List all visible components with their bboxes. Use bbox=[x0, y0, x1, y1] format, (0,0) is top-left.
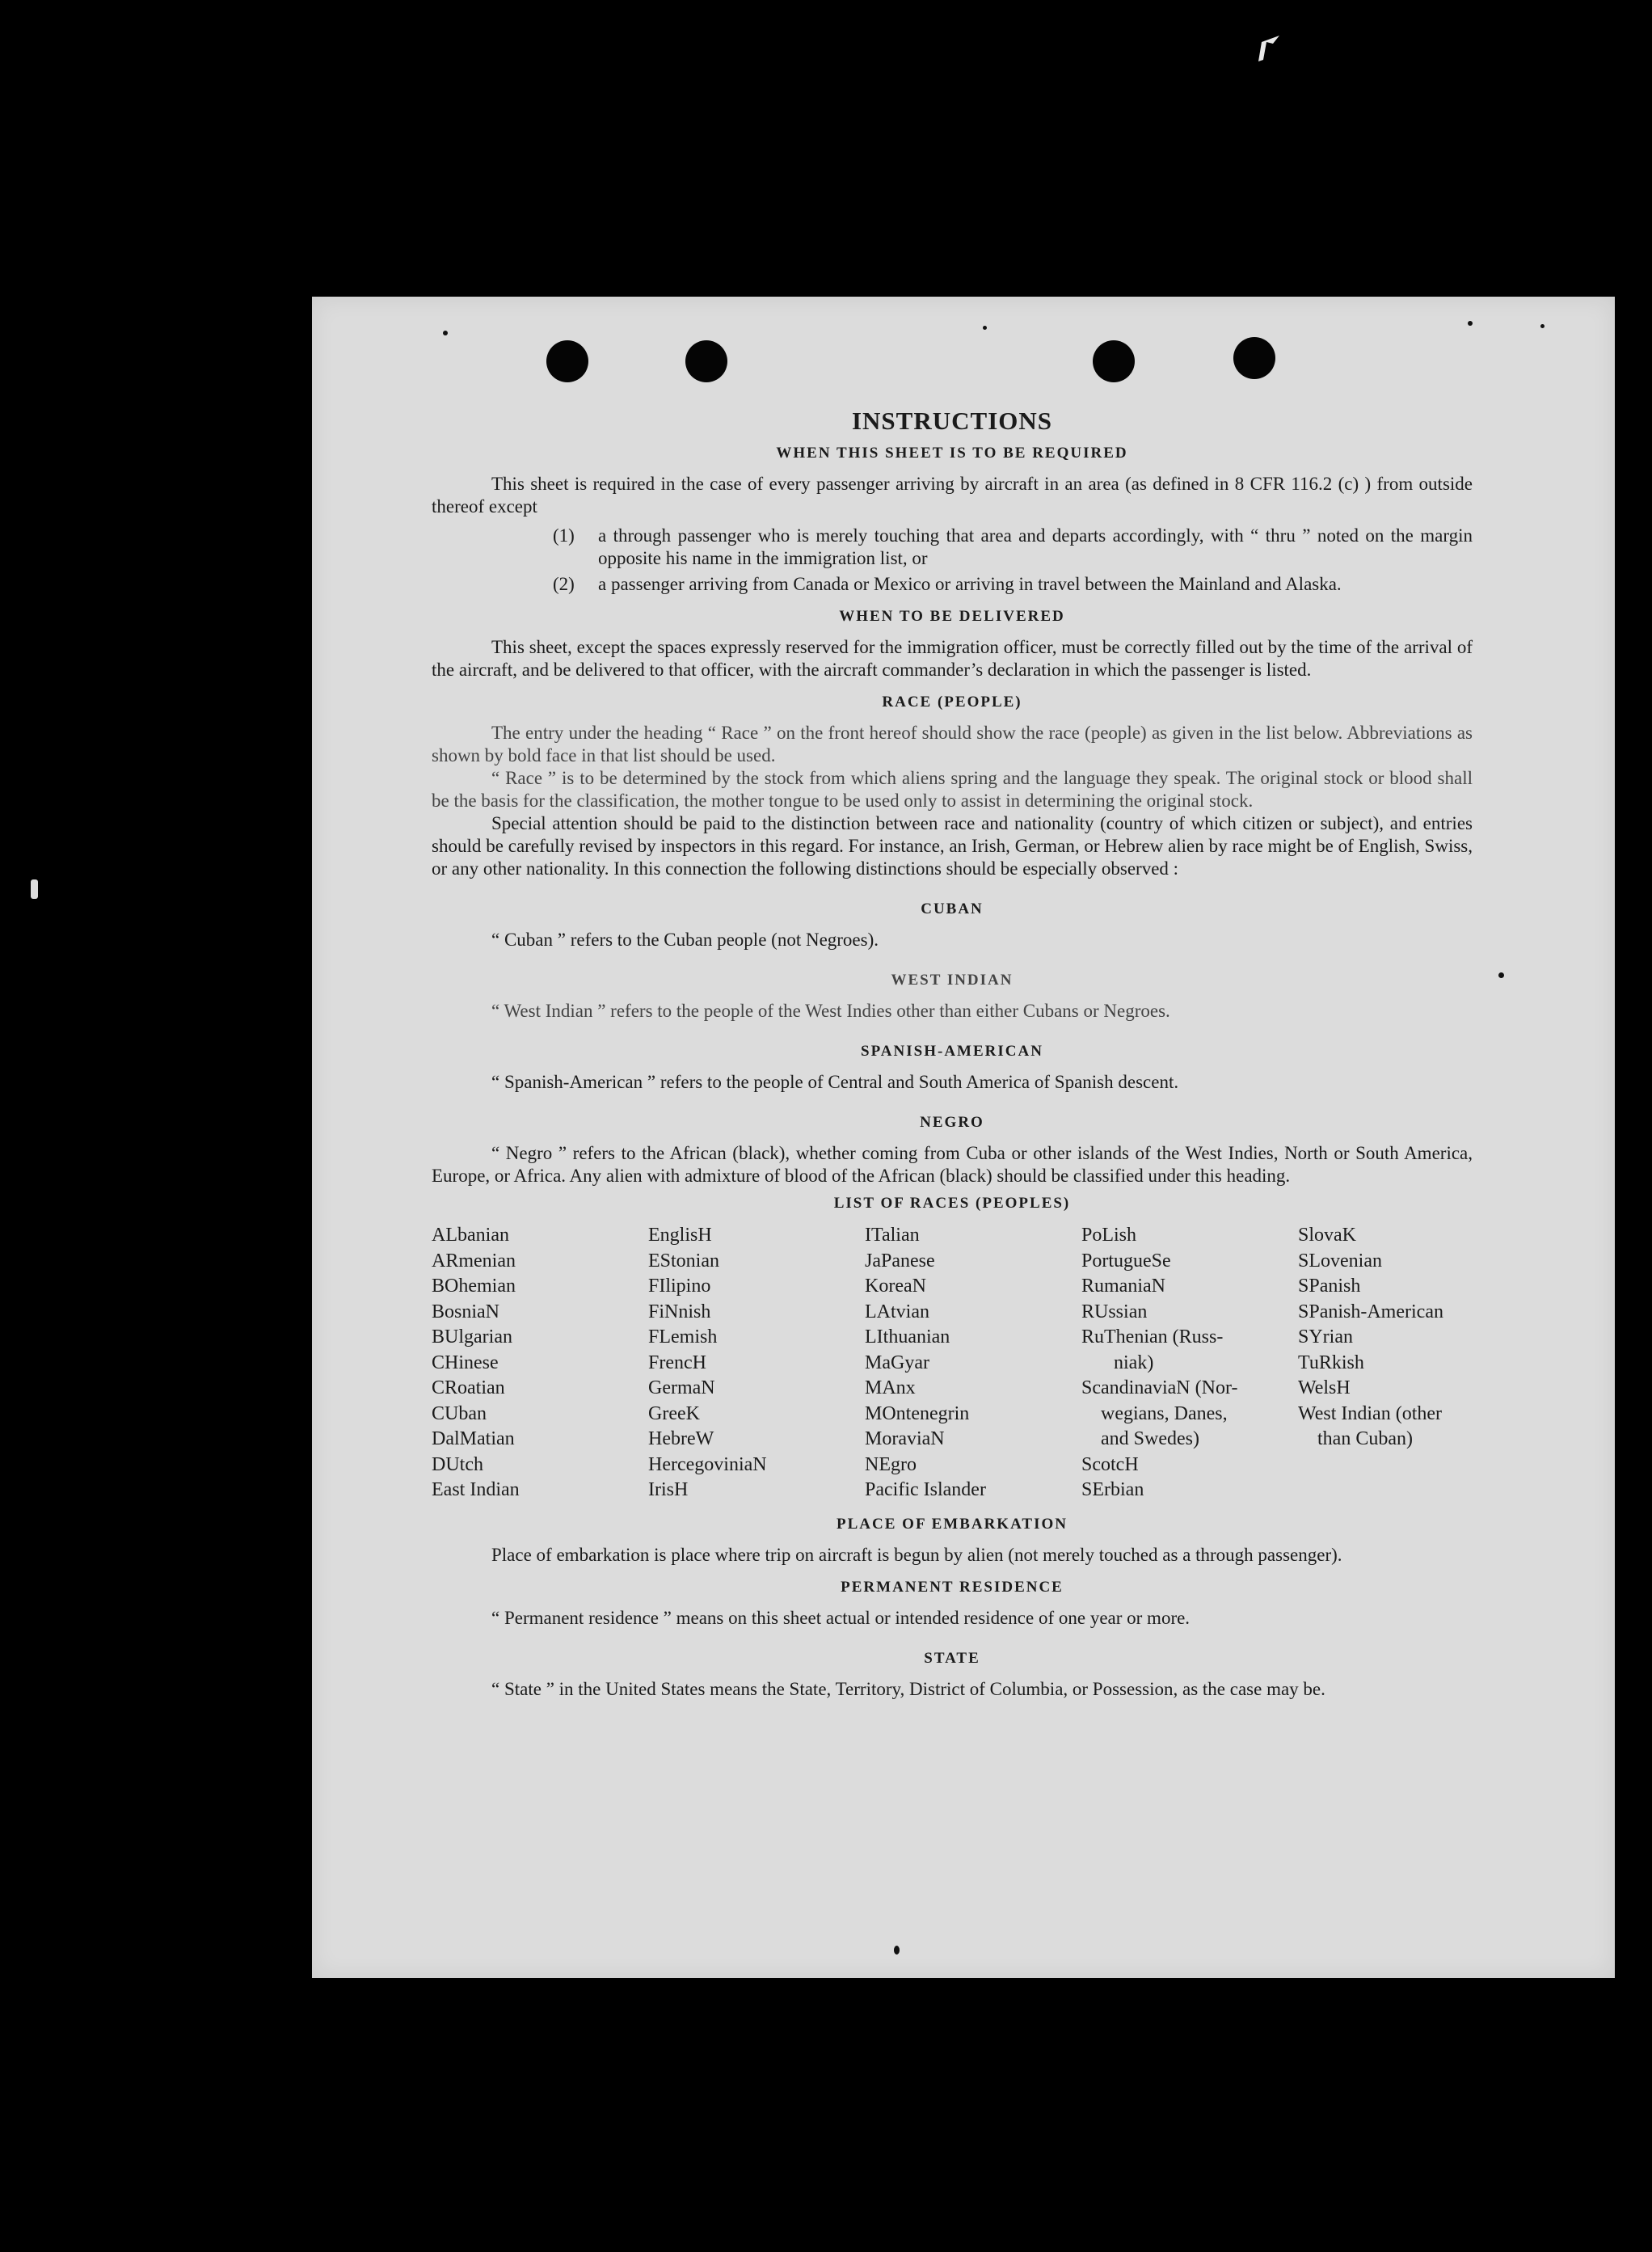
race-entry: GreeK bbox=[648, 1402, 700, 1424]
race-entry: ARmenian bbox=[432, 1250, 516, 1271]
section-heading: RACE (PEOPLE) bbox=[882, 694, 1022, 711]
section-heading: SPANISH-AMERICAN bbox=[861, 1043, 1043, 1060]
races-column bbox=[648, 1223, 865, 1503]
race-entry: SLovenian bbox=[1298, 1250, 1382, 1271]
race-entry: RumaniaN bbox=[1081, 1276, 1165, 1297]
race-entry: JaPanese bbox=[865, 1250, 935, 1271]
race-entry: MOntenegrin bbox=[865, 1402, 970, 1424]
race-entry: SPanish bbox=[1298, 1276, 1361, 1297]
race-entry: EStonian bbox=[648, 1250, 719, 1271]
section-heading: PLACE OF EMBARKATION bbox=[837, 1515, 1068, 1533]
race-entry: Pacific Islander bbox=[865, 1479, 986, 1500]
section-paragraph: “ State ” in the United States means the State, Territory, District of Columbia, or Possession, as the case may be. bbox=[491, 1678, 1325, 1699]
section-paragraph: The entry under the heading “ Race ” on the front hereof should show the race (people) as given in the list below. Abbreviations as shown by bold face in that list should be used. bbox=[432, 723, 1473, 765]
section-paragraph: “ Negro ” refers to the African (black), whether coming from Cuba or other islands of the West Indies, North or South America, Europe, or Africa. Any alien with admixture of blood of the African (black) should be classified under this heading. bbox=[432, 1143, 1473, 1186]
punch-hole bbox=[685, 340, 727, 382]
race-entry: CRoatian bbox=[432, 1377, 505, 1398]
race-entry: RUssian bbox=[1081, 1301, 1148, 1322]
race-entry: EnglisH bbox=[648, 1225, 712, 1246]
race-entry: PoLish bbox=[1081, 1225, 1137, 1246]
section-heading: STATE bbox=[924, 1649, 980, 1667]
races-column bbox=[1081, 1223, 1298, 1503]
race-entry: TuRkish bbox=[1298, 1352, 1364, 1373]
races-heading: LIST OF RACES (PEOPLES) bbox=[833, 1195, 1071, 1212]
race-entry: NEgro bbox=[865, 1453, 917, 1475]
race-entry: BosniaN bbox=[432, 1301, 499, 1322]
race-entry: DUtch bbox=[432, 1453, 483, 1475]
section-heading: CUBAN bbox=[921, 900, 984, 917]
race-entry: LAtvian bbox=[865, 1301, 929, 1322]
section-paragraph: “ Race ” is to be determined by the stock from which aliens spring and the language they speak. The original stock or blood shall be the basis for the classification, the mother tongue to be used only to assist in determining the original stock. bbox=[432, 768, 1473, 811]
list-item bbox=[553, 525, 1473, 570]
section-paragraph: “ Cuban ” refers to the Cuban people (not Negroes). bbox=[491, 930, 879, 950]
race-entry: SErbian bbox=[1081, 1479, 1144, 1500]
race-entry: West Indian (other bbox=[1298, 1402, 1443, 1424]
races-column bbox=[1298, 1223, 1473, 1503]
section-heading: WHEN TO BE DELIVERED bbox=[839, 608, 1065, 625]
list-item-text: a through passenger who is merely touching that area and departs accordingly, with “ thru ” noted on the margin opposite his name in the immigration list, or bbox=[598, 525, 1473, 568]
document-page bbox=[312, 297, 1615, 1978]
race-entry: East Indian bbox=[432, 1479, 520, 1500]
races-column bbox=[865, 1223, 1081, 1503]
race-entry: KoreaN bbox=[865, 1276, 926, 1297]
race-entry: niak) bbox=[1114, 1352, 1154, 1373]
section-paragraph: This sheet is required in the case of every passenger arriving by aircraft in an area (as defined in 8 CFR 116.2 (c) ) from outside thereof except bbox=[432, 474, 1473, 517]
speck bbox=[894, 1946, 900, 1955]
race-entry: RuThenian (Russ- bbox=[1081, 1326, 1224, 1347]
race-entry: FiNnish bbox=[648, 1301, 711, 1322]
race-entry: SYrian bbox=[1298, 1326, 1353, 1347]
section-paragraph: “ West Indian ” refers to the people of the West Indies other than either Cubans or Negroes. bbox=[491, 1001, 1170, 1021]
race-entry: ALbanian bbox=[432, 1225, 509, 1246]
race-entry: PortugueSe bbox=[1081, 1250, 1171, 1271]
races-table bbox=[432, 1223, 1473, 1503]
list-item-text: a passenger arriving from Canada or Mexico or arriving in travel between the Mainland and Alaska. bbox=[598, 574, 1342, 594]
race-entry: HercegoviniaN bbox=[648, 1453, 767, 1475]
race-entry: MaGyar bbox=[865, 1352, 929, 1373]
race-entry: LIthuanian bbox=[865, 1326, 950, 1347]
page-title: INSTRUCTIONS bbox=[851, 407, 1052, 435]
section-paragraph: Special attention should be paid to the distinction between race and nationality (country of which citizen or subject), and entries should be carefully revised by inspectors in this regard. For instance, an Irish, German, or Hebrew alien by race might be of English, Swiss, or any other nationality. In this connection the following distinctions should be especially observed : bbox=[432, 813, 1473, 879]
race-entry: HebreW bbox=[648, 1428, 714, 1449]
speck bbox=[983, 326, 987, 330]
list-item bbox=[553, 573, 1473, 596]
race-entry: BUlgarian bbox=[432, 1326, 512, 1347]
instructions-content bbox=[432, 407, 1473, 1701]
section-heading: WEST INDIAN bbox=[891, 972, 1014, 989]
section-heading: PERMANENT RESIDENCE bbox=[841, 1578, 1064, 1596]
punch-hole bbox=[1233, 337, 1275, 379]
race-entry: FIlipino bbox=[648, 1276, 711, 1297]
speck bbox=[443, 331, 448, 335]
race-entry: SlovaK bbox=[1298, 1225, 1356, 1246]
edge-mark bbox=[31, 879, 38, 899]
race-entry: BOhemian bbox=[432, 1276, 516, 1297]
list-item-number: (2) bbox=[553, 574, 575, 594]
race-entry: CUban bbox=[432, 1402, 487, 1424]
race-entry: FrencH bbox=[648, 1352, 706, 1373]
section-paragraph: “ Permanent residence ” means on this sheet actual or intended residence of one year or more. bbox=[491, 1607, 1191, 1628]
speck bbox=[1498, 972, 1504, 978]
race-entry: FLemish bbox=[648, 1326, 718, 1347]
race-entry: CHinese bbox=[432, 1352, 499, 1373]
race-entry: WelsH bbox=[1298, 1377, 1351, 1398]
race-entry: ITalian bbox=[865, 1225, 920, 1246]
race-entry: GermaN bbox=[648, 1377, 715, 1398]
list-item-number: (1) bbox=[553, 525, 575, 546]
speck bbox=[1540, 324, 1545, 328]
punch-hole bbox=[1093, 340, 1135, 382]
race-entry: and Swedes) bbox=[1101, 1428, 1199, 1449]
section-paragraph: “ Spanish-American ” refers to the people of Central and South America of Spanish descent. bbox=[491, 1072, 1179, 1092]
section-paragraph: This sheet, except the spaces expressly reserved for the immigration officer, must be correctly filled out by the time of the arrival of the aircraft, and be delivered to that officer, with the aircraft commander’s declaration in which the passenger is listed. bbox=[432, 637, 1473, 680]
race-entry: IrisH bbox=[648, 1479, 689, 1500]
race-entry: than Cuban) bbox=[1317, 1428, 1413, 1449]
corner-mark-icon bbox=[1255, 32, 1287, 65]
race-entry: ScandinaviaN (Nor- bbox=[1081, 1377, 1238, 1398]
races-column bbox=[432, 1223, 648, 1503]
punch-hole bbox=[546, 340, 588, 382]
section-paragraph: Place of embarkation is place where trip on aircraft is begun by alien (not merely touched as a through passenger). bbox=[491, 1544, 1342, 1565]
race-entry: ScotcH bbox=[1081, 1453, 1139, 1475]
section-heading: NEGRO bbox=[920, 1114, 984, 1131]
race-entry: SPanish-American bbox=[1298, 1301, 1443, 1322]
race-entry: wegians, Danes, bbox=[1101, 1402, 1228, 1424]
section-heading: WHEN THIS SHEET IS TO BE REQUIRED bbox=[776, 445, 1128, 462]
race-entry: DalMatian bbox=[432, 1428, 515, 1449]
speck bbox=[1468, 321, 1473, 326]
race-entry: MAnx bbox=[865, 1377, 916, 1398]
exception-list bbox=[553, 525, 1473, 596]
race-entry: MoraviaN bbox=[865, 1428, 945, 1449]
